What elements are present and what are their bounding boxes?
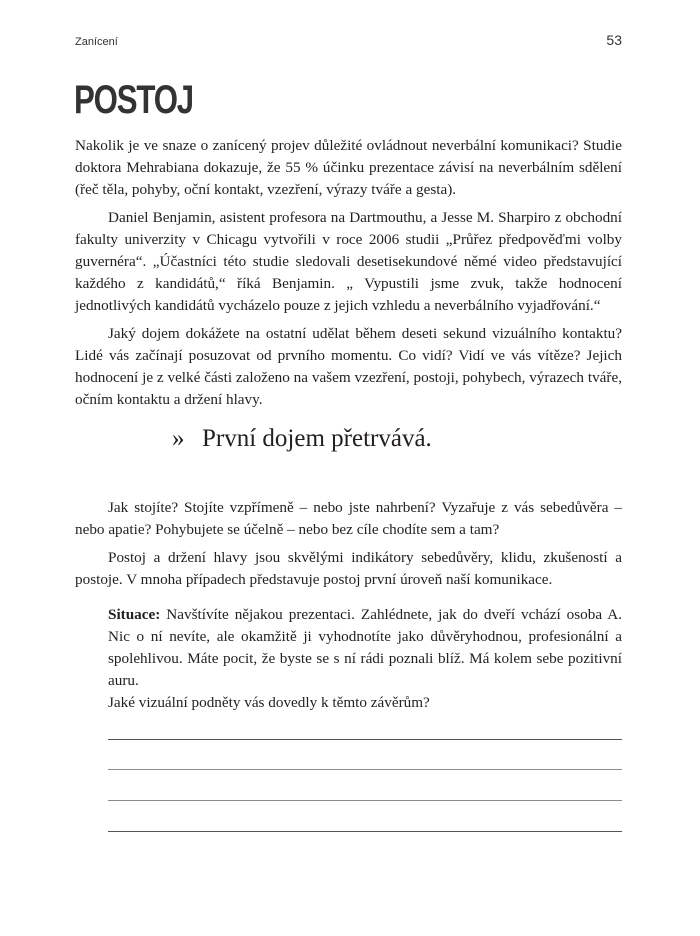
intro-text bbox=[75, 135, 622, 417]
page-number: 53 bbox=[606, 32, 622, 48]
pull-quote-text: První dojem přetrvává. bbox=[202, 425, 432, 452]
situation-box bbox=[108, 604, 622, 692]
answer-line[interactable] bbox=[108, 800, 622, 801]
answer-line[interactable] bbox=[108, 769, 622, 770]
paragraph: Daniel Benjamin, asistent profesora na Dartmouthu, a Jesse M. Sharpiro z obchodní fakulty univerzity v Chicagu vytvořili v roce 2006 studii „Průřez předpověďmi volby guvernéra“. „Účastníci této studie sledovali desetisekundové němé video představující každého z kandidátů,“ říká Benjamin. „ Vypustili jsme zvuk, takže hodnocení jednotlivých kandidátů vycházelo pouze z jejich vzhledu a neverbálního vyjadřování.“ bbox=[75, 209, 622, 314]
paragraph: Nakolik je ve snaze o zanícený projev důležité ovládnout neverbální komunikaci? Studie doktora Mehrabiana dokazuje, že 55 % účinku prezentace závisí na neverbálním sdělení (řeč těla, pohyby, oční kontakt, vzezření, výrazy tváře a gesta). bbox=[75, 137, 622, 198]
running-head bbox=[75, 32, 622, 48]
answer-line[interactable] bbox=[108, 739, 622, 740]
quote-marker-icon: » bbox=[172, 425, 185, 452]
section-title: POSTOJ bbox=[74, 78, 193, 122]
posture-text bbox=[75, 497, 622, 597]
answer-line[interactable] bbox=[108, 831, 622, 832]
paragraph: Postoj a držení hlavy jsou skvělými indikátory sebedůvěry, klidu, zkušeností a postoje. V mnoha případech představuje postoj první úroveň naší komunikace. bbox=[75, 549, 622, 588]
chapter-name: Zanícení bbox=[75, 36, 118, 48]
paragraph: Jaký dojem dokážete na ostatní udělat během deseti sekund vizuálního kontaktu? Lidé vás začínají posuzovat od prvního momentu. Co vidí? Vidí ve vás vítěze? Jejich hodnocení je z velké části založeno na vašem vzezření, postoji, pohybech, výrazech tváře, očním kontaktu a držení hlavy. bbox=[75, 325, 622, 408]
situation-label: Situace: bbox=[108, 606, 161, 623]
situation-text: Navštívíte nějakou prezentaci. Zahlédnete, jak do dveří vchází osoba A. Nic o ní nevíte, ale okamžitě ji vyhodnotíte jako důvěryhodnou, profesionální a spolehlivou. Máte pocit, že byste se s ní rádi poznali blíž. Má kolem sebe pozitivní auru. bbox=[108, 606, 622, 689]
exercise-question: Jaké vizuální podněty vás dovedly k těmto závěrům? bbox=[108, 694, 430, 711]
paragraph: Jak stojíte? Stojíte vzpřímeně – nebo jste nahrbení? Vyzařuje z vás sebedůvěra – nebo apatie? Pohybujete se účelně – nebo bez cíle chodíte sem a tam? bbox=[75, 499, 622, 538]
pull-quote bbox=[172, 425, 572, 453]
